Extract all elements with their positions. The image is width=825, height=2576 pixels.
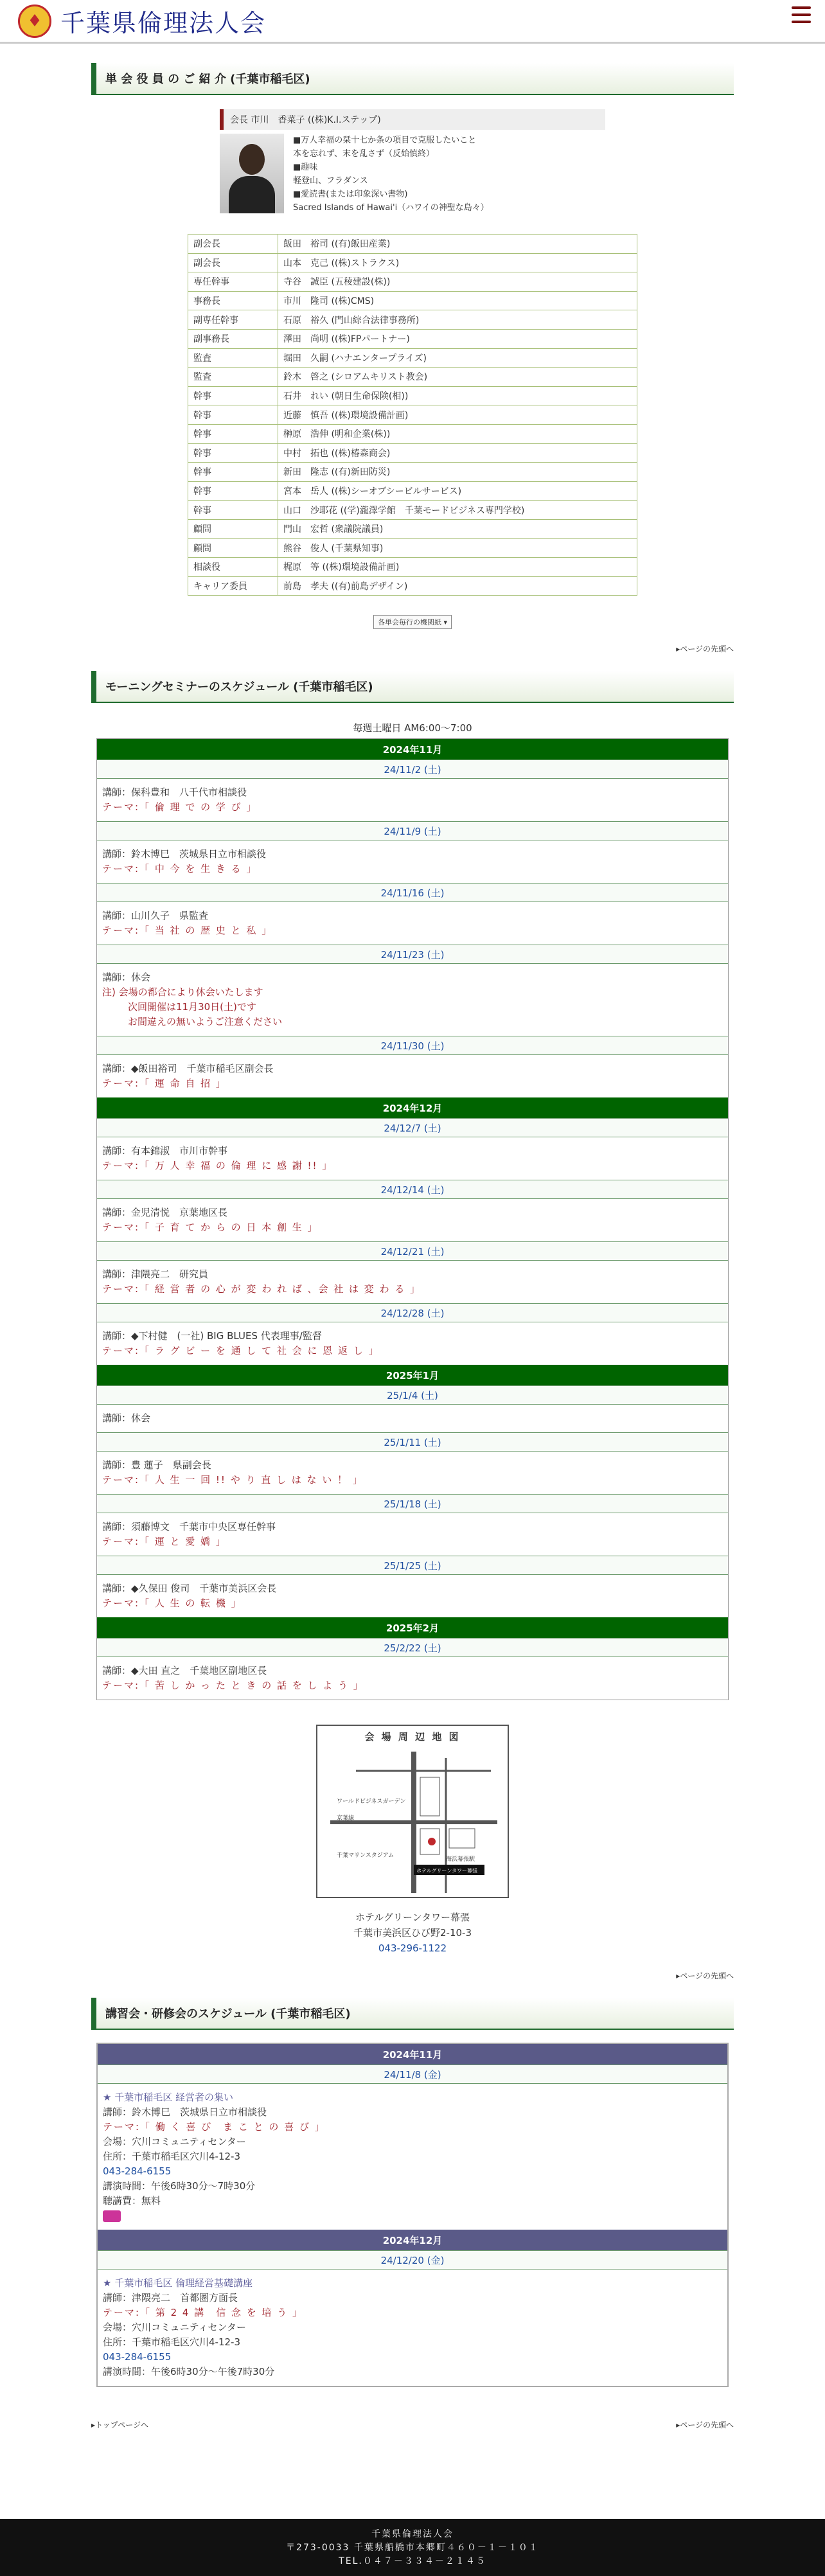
kouen-place: 会場：穴川コミュニティセンター <box>103 2136 246 2148</box>
event-entry <box>97 1575 728 1617</box>
kouen-title[interactable]: ★ 千葉市稲毛区 経営者の集い <box>103 2092 233 2104</box>
event-theme: テーマ:「 ラ グ ビ ー を 通 し て 社 会 に 恩 返 し 」 <box>102 1345 380 1357</box>
event-entry <box>97 1199 728 1241</box>
officer-row <box>188 235 637 254</box>
kouen-date[interactable]: 24/11/8 (金) <box>98 2065 727 2084</box>
event-speaker: 講師：金児清悦 京葉地区長 <box>102 1207 228 1219</box>
event-theme: テーマ:「 子 育 て か ら の 日 本 創 生 」 <box>102 1221 319 1234</box>
hamburger-menu-icon[interactable] <box>792 6 811 23</box>
venue-address: 千葉市美浜区ひび野2-10-3 <box>353 1927 472 1939</box>
event-speaker: 講師：保科豊和 八千代市相談役 <box>102 786 247 799</box>
event-entry <box>97 1261 728 1303</box>
event-date[interactable]: 24/11/30 (土) <box>97 1036 728 1055</box>
officer-name[interactable]: 新田 隆志 ((有)新田防災) <box>278 463 637 482</box>
event-note: お間違えの無いようご注意ください <box>128 1016 283 1028</box>
officer-name[interactable]: 門山 宏哲 (衆議院議員) <box>278 519 637 538</box>
officer-row <box>188 405 637 425</box>
event-entry <box>97 1137 728 1180</box>
officer-role: 副事務長 <box>188 329 278 348</box>
officer-name[interactable]: 堀田 久嗣 (ハナエンタープライズ) <box>278 348 637 368</box>
event-speaker: 講師：須藤博文 千葉市中央区専任幹事 <box>102 1521 276 1533</box>
profile-line: ■万人幸福の栞十七か条の項目で克服したいこと <box>293 136 477 145</box>
officer-row <box>188 424 637 443</box>
map-label-line: 京葉線 <box>337 1815 355 1822</box>
kouen-address: 住所：千葉市稲毛区穴川4-12-3 <box>103 2151 241 2163</box>
kouen-section-title: 講習会・研修会のスケジュール (千葉市稲毛区) <box>91 1998 734 2030</box>
event-date[interactable]: 24/12/28 (土) <box>97 1303 728 1322</box>
kouen-month-header: 2024年12月 <box>98 2230 727 2250</box>
event-theme: テーマ:「 倫 理 で の 学 び 」 <box>102 801 258 813</box>
footer-tel[interactable]: TEL.０４７－３３４－２１４５ <box>339 2556 486 2566</box>
kouen-month-header: 2024年11月 <box>98 2044 727 2065</box>
venue-map <box>316 1725 509 1898</box>
officer-role: 幹事 <box>188 386 278 405</box>
event-date[interactable]: 25/2/22 (土) <box>97 1638 728 1657</box>
event-speaker: 講師：津隈亮二 研究員 <box>102 1268 209 1281</box>
president-name: 会長 市川 香菜子 ((株)K.I.ステップ) <box>220 109 605 130</box>
event-speaker: 講師：◆下村健 (一社) BIG BLUES 代表理事/監督 <box>102 1330 322 1342</box>
officers-table <box>188 234 637 596</box>
event-theme: テーマ:「 当 社 の 歴 史 と 私 」 <box>102 925 273 937</box>
event-theme: テーマ:「 運 と 愛 嬌 」 <box>102 1536 227 1548</box>
kouen-date[interactable]: 24/12/20 (金) <box>98 2250 727 2270</box>
footer-org: 千葉県倫理法人会 <box>371 2529 454 2539</box>
page-top-link-3[interactable]: ▸ページの先頭へ <box>676 2421 734 2430</box>
kouen-place: 会場：穴川コミュニティセンター <box>103 2322 246 2334</box>
event-entry <box>97 1322 728 1365</box>
officer-role: 幹事 <box>188 501 278 520</box>
page-top-link-2[interactable]: ▸ページの先頭へ <box>676 1971 734 1981</box>
officer-name[interactable]: 近藤 慎吾 ((株)環境設備計画) <box>278 405 637 425</box>
kouen-title[interactable]: ★ 千葉市稲毛区 倫理経営基礎講座 <box>103 2277 253 2289</box>
pdf-icon[interactable] <box>103 2210 121 2222</box>
morning-section-title: モーニングセミナーのスケジュール (千葉市稲毛区) <box>91 671 734 703</box>
officer-role: 事務長 <box>188 291 278 310</box>
event-date[interactable]: 24/12/14 (土) <box>97 1180 728 1199</box>
month-header: 2024年12月 <box>97 1097 728 1118</box>
site-header <box>0 0 825 44</box>
event-date[interactable]: 24/12/21 (土) <box>97 1241 728 1261</box>
kouen-tel[interactable]: 043-284-6155 <box>103 2351 172 2363</box>
newsletter-select[interactable]: 各単会毎行の機関紙 ▾ <box>373 615 452 629</box>
officer-role: 幹事 <box>188 463 278 482</box>
officer-row <box>188 558 637 577</box>
profile-line: ■愛読書(または印象深い書物) <box>293 190 408 199</box>
officer-row <box>188 576 637 596</box>
officer-row <box>188 348 637 368</box>
officer-row <box>188 481 637 501</box>
officer-name[interactable]: 熊谷 俊人 (千葉県知事) <box>278 538 637 558</box>
officer-name[interactable]: 飯田 裕司 ((有)飯田産業) <box>278 235 637 254</box>
logo-icon[interactable]: ♦ <box>18 4 51 38</box>
officer-name[interactable]: 宮本 岳人 ((株)シーオブシービルサービス) <box>278 481 637 501</box>
officer-name[interactable]: 梶原 等 ((株)環境設備計画) <box>278 558 637 577</box>
event-date[interactable]: 25/1/11 (土) <box>97 1432 728 1452</box>
officer-row <box>188 538 637 558</box>
kouen-entry <box>98 2270 727 2386</box>
event-theme: テーマ:「 運 命 自 招 」 <box>102 1078 227 1090</box>
officer-name[interactable]: 市川 隆司 ((株)CMS) <box>278 291 637 310</box>
event-entry <box>97 1452 728 1494</box>
kouen-address: 住所：千葉市稲毛区穴川4-12-3 <box>103 2336 241 2349</box>
officer-row <box>188 253 637 272</box>
officer-role: 監査 <box>188 368 278 387</box>
site-footer <box>0 2519 825 2576</box>
event-speaker: 講師：休会 <box>102 1412 151 1425</box>
event-date[interactable]: 24/12/7 (土) <box>97 1118 728 1137</box>
president-profile <box>293 134 489 215</box>
officer-row <box>188 463 637 482</box>
month-header: 2025年1月 <box>97 1365 728 1385</box>
map-title: 会 場 周 辺 地 図 <box>364 1731 461 1743</box>
officer-name[interactable]: 山本 克己 ((株)ストラクス) <box>278 253 637 272</box>
officer-name[interactable]: 石井 れい (朝日生命保険(相)) <box>278 386 637 405</box>
morning-schedule <box>96 738 729 1700</box>
officers-section-title: 単 会 役 員 の ご 紹 介 (千葉市稲毛区) <box>91 63 734 95</box>
officer-name[interactable]: 石原 裕久 (門山綜合法律事務所) <box>278 310 637 330</box>
event-date[interactable]: 25/1/18 (土) <box>97 1494 728 1513</box>
officer-role: 顧問 <box>188 519 278 538</box>
map-label-wbg: ワールドビジネスガーデン <box>337 1799 406 1806</box>
month-header: 2024年11月 <box>97 739 728 759</box>
event-theme: テーマ:「 人 生 の 転 機 」 <box>102 1597 242 1610</box>
kouen-time: 講演時間：午後6時30分〜午後7時30分 <box>103 2366 275 2378</box>
officer-role: 幹事 <box>188 481 278 501</box>
event-date[interactable]: 25/1/4 (土) <box>97 1385 728 1405</box>
officer-row <box>188 501 637 520</box>
officer-role: 相談役 <box>188 558 278 577</box>
officer-role: キャリア委員 <box>188 576 278 596</box>
event-date[interactable]: 25/1/25 (土) <box>97 1556 728 1575</box>
profile-line: 本を忘れず、末を乱さず（反始慎終） <box>293 149 434 159</box>
event-speaker: 講師：有本錦淑 市川市幹事 <box>102 1145 228 1157</box>
event-entry <box>97 1405 728 1432</box>
event-speaker: 講師：山川久子 県監査 <box>102 910 209 922</box>
event-note: 次回開催は11月30日(土)です <box>128 1001 256 1013</box>
kouen-theme: テーマ:「 働 く 喜 び ま こ と の 喜 び 」 <box>103 2121 326 2133</box>
kouen-speaker: 講師：鈴木博巳 茨城県日立市相談役 <box>103 2106 267 2119</box>
event-entry <box>97 1513 728 1556</box>
event-entry <box>97 902 728 945</box>
kouen-speaker: 講師：津隈亮二 首都圏方面長 <box>103 2292 238 2304</box>
map-label-hotel: ホテルグリーンタワー幕張 <box>416 1868 477 1874</box>
kouen-schedule <box>96 2043 729 2387</box>
site-title[interactable]: 千葉県倫理法人会 <box>60 9 267 37</box>
event-entry <box>97 840 728 883</box>
page-top-link[interactable]: ▸ページの先頭へ <box>676 644 734 654</box>
officer-name[interactable]: 鈴木 啓之 (シロアムキリスト教会) <box>278 368 637 387</box>
officer-row <box>188 272 637 292</box>
officer-row <box>188 386 637 405</box>
event-theme: テーマ:「 万 人 幸 福 の 倫 理 に 感 謝 !! 」 <box>102 1160 333 1172</box>
event-entry <box>97 964 728 1036</box>
map-label-stadium: 千葉マリンスタジアム <box>337 1852 395 1860</box>
profile-line: ■趣味 <box>293 163 318 172</box>
officer-row <box>188 310 637 330</box>
venue-tel-link[interactable]: 043-296-1122 <box>378 1942 447 1955</box>
morning-time: 毎週土曜日 AM6:00〜7:00 <box>353 722 472 734</box>
event-date[interactable]: 24/11/9 (土) <box>97 821 728 840</box>
event-entry <box>97 779 728 821</box>
kouen-fee: 聴講費：無料 <box>103 2195 161 2207</box>
event-theme: テーマ:「 中 今 を 生 き る 」 <box>102 863 258 875</box>
map-drawing <box>317 1745 508 1897</box>
officer-name[interactable]: 中村 拓也 ((株)椿森商会) <box>278 443 637 463</box>
kouen-theme: テーマ:「 第 2 4 講 信 念 を 培 う 」 <box>103 2307 304 2319</box>
officer-name[interactable]: 前島 孝夫 ((有)前島デザイン) <box>278 576 637 596</box>
officer-role: 副専任幹事 <box>188 310 278 330</box>
event-speaker: 講師：鈴木博巳 茨城県日立市相談役 <box>102 848 267 860</box>
officer-role: 幹事 <box>188 443 278 463</box>
officer-name[interactable]: 榊原 浩伸 (明和企業(株)) <box>278 424 637 443</box>
profile-line: 軽登山、フラダンス <box>293 176 368 186</box>
officer-row <box>188 443 637 463</box>
event-date[interactable]: 24/11/16 (土) <box>97 883 728 902</box>
kouen-entry <box>98 2084 727 2230</box>
event-speaker: 講師：◆大田 直之 千葉地区副地区長 <box>102 1665 267 1677</box>
event-note: 注) 会場の都合により休会いたします <box>102 986 263 999</box>
officer-row <box>188 368 637 387</box>
kouen-time: 講演時間：午後6時30分〜7時30分 <box>103 2180 256 2192</box>
officer-row <box>188 329 637 348</box>
event-speaker: 講師：◆飯田裕司 千葉市稲毛区副会長 <box>102 1063 274 1075</box>
officer-role: 顧問 <box>188 538 278 558</box>
kouen-tel[interactable]: 043-284-6155 <box>103 2165 172 2178</box>
officer-role: 幹事 <box>188 424 278 443</box>
event-speaker: 講師：豊 蓮子 県副会長 <box>102 1459 211 1471</box>
president-photo <box>220 134 284 213</box>
officer-name[interactable]: 山口 沙耶花 ((学)瀧澤学館 千葉モードビジネス専門学校) <box>278 501 637 520</box>
event-entry <box>97 1657 728 1700</box>
month-header: 2025年2月 <box>97 1617 728 1638</box>
officer-role: 副会長 <box>188 253 278 272</box>
officer-role: 監査 <box>188 348 278 368</box>
officer-name[interactable]: 寺谷 誠臣 (五稜建設(株)) <box>278 272 637 292</box>
venue-name: ホテルグリーンタワー幕張 <box>355 1912 470 1924</box>
profile-line: Sacred Islands of Hawai'i（ハワイの神聖な島々） <box>293 203 489 213</box>
officer-row <box>188 291 637 310</box>
event-theme: テーマ:「 苦 し か っ た と き の 話 を し よ う 」 <box>102 1680 364 1692</box>
event-speaker: 講師：◆久保田 俊司 千葉市美浜区会長 <box>102 1583 277 1595</box>
footer-address: 〒273-0033 千葉県船橋市本郷町４６０－１－１０１ <box>286 2543 539 2553</box>
officer-role: 副会長 <box>188 235 278 254</box>
event-theme: テーマ:「 経 営 者 の 心 が 変 わ れ ば 、会 社 は 変 わ る 」 <box>102 1283 421 1295</box>
event-speaker: 講師：休会 <box>102 972 151 984</box>
event-theme: テーマ:「 人 生 一 回 !! や り 直 し は な い ！ 」 <box>102 1474 364 1486</box>
officer-role: 幹事 <box>188 405 278 425</box>
event-date[interactable]: 24/11/2 (土) <box>97 759 728 779</box>
top-page-link[interactable]: ▸トップページへ <box>91 2421 148 2430</box>
event-entry <box>97 1055 728 1097</box>
map-label-station: 海浜幕張駅 <box>446 1856 475 1863</box>
officer-row <box>188 519 637 538</box>
officer-name[interactable]: 澤田 尚明 ((株)FPパートナー) <box>278 329 637 348</box>
officer-role: 専任幹事 <box>188 272 278 292</box>
event-date[interactable]: 24/11/23 (土) <box>97 945 728 964</box>
